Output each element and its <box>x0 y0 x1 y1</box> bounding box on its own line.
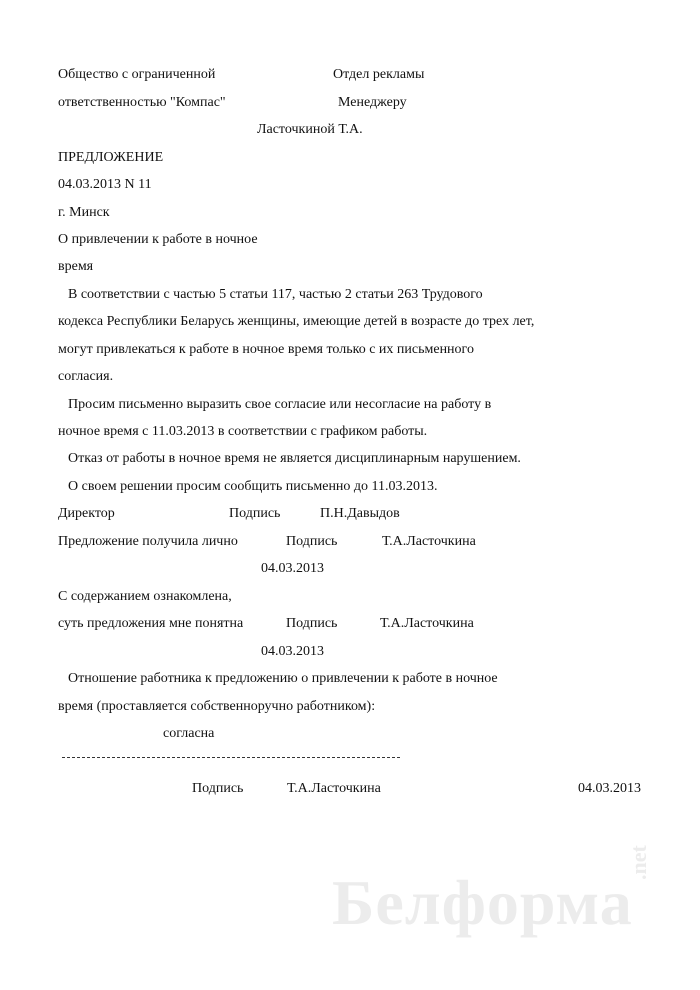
attitude-line1: Отношение работника к предложению о привлечении к работе в ночное <box>68 671 498 686</box>
acquainted-line2: суть предложения мне понятна <box>58 616 244 631</box>
document-subject-line2: время <box>58 259 94 274</box>
acquainted-signature: Подпись <box>286 616 338 631</box>
document-city: г. Минск <box>58 205 110 220</box>
org-name-line1: Общество с ограниченной <box>58 67 216 82</box>
received-signature: Подпись <box>286 534 338 549</box>
body-paragraph1-line1: В соответствии с частью 5 статьи 117, частью 2 статьи 263 Трудового <box>68 287 483 302</box>
org-name-line2: ответственностью "Компас" <box>58 95 226 110</box>
document-type: ПРЕДЛОЖЕНИЕ <box>58 150 164 165</box>
footer-date: 04.03.2013 <box>578 781 641 796</box>
footer-employee-name: Т.А.Ласточкина <box>287 781 381 796</box>
received-employee-name: Т.А.Ласточкина <box>382 534 476 549</box>
acquainted-line1: С содержанием ознакомлена, <box>58 589 232 604</box>
body-paragraph2-line2: ночное время с 11.03.2013 в соответствии с графиком работы. <box>58 424 428 439</box>
document-subject-line1: О привлечении к работе в ночное <box>58 232 258 247</box>
received-date: 04.03.2013 <box>261 561 324 576</box>
body-paragraph4: О своем решении просим сообщить письменно до 11.03.2013. <box>68 479 438 494</box>
watermark-brand: Белформа <box>332 867 633 938</box>
dashed-separator <box>62 757 400 758</box>
document-date-number: 04.03.2013 N 11 <box>58 177 152 192</box>
body-paragraph3: Отказ от работы в ночное время не является дисциплинарным нарушением. <box>68 451 521 466</box>
received-label: Предложение получила лично <box>58 534 238 549</box>
body-paragraph1-line4: согласия. <box>58 369 114 384</box>
director-label: Директор <box>58 506 115 521</box>
acquainted-employee-name: Т.А.Ласточкина <box>380 616 474 631</box>
body-paragraph1-line2: кодекса Республики Беларусь женщины, имеющие детей в возрасте до трех лет, <box>58 314 535 329</box>
addressee-name: Ласточкиной Т.А. <box>257 122 363 137</box>
addressee-position: Менеджеру <box>338 95 407 110</box>
footer-signature: Подпись <box>192 781 244 796</box>
body-paragraph1-line3: могут привлекаться к работе в ночное время только с их письменного <box>58 342 474 357</box>
attitude-line2: время (проставляется собственноручно работником): <box>58 699 376 714</box>
director-signature: Подпись <box>229 506 281 521</box>
watermark-suffix: .net <box>626 845 651 880</box>
body-paragraph2-line1: Просим письменно выразить свое согласие или несогласие на работу в <box>68 397 492 412</box>
acquainted-date: 04.03.2013 <box>261 644 324 659</box>
addressee-department: Отдел рекламы <box>333 67 425 82</box>
attitude-answer: согласна <box>163 726 215 741</box>
director-name: П.Н.Давыдов <box>320 506 400 521</box>
